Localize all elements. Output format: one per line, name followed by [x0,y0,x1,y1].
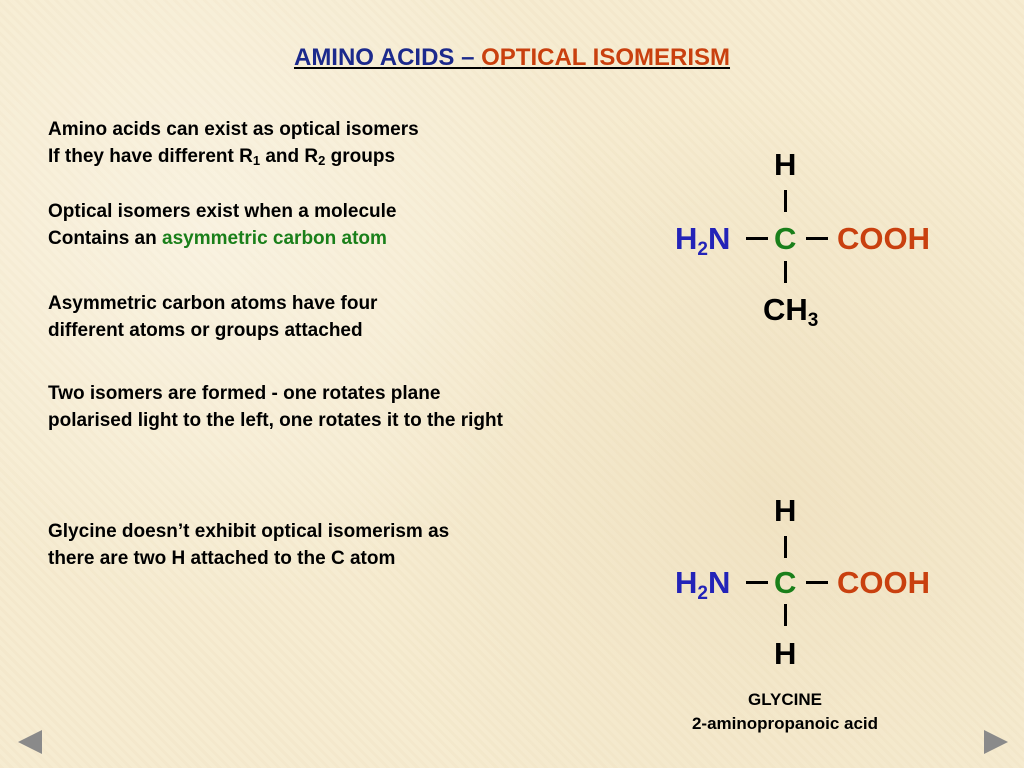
text-run: H [675,221,698,256]
text-run: Contains an [48,228,163,249]
text-run: groups [325,146,396,167]
bond-horizontal-left [746,237,768,240]
atom-hydrogen-top: H [774,493,797,528]
paragraph-line: Asymmetric carbon atoms have four [48,293,378,314]
paragraph-line: Glycine doesn’t exhibit optical isomerism as [48,521,450,542]
subscript: 2 [697,239,708,260]
bond-horizontal-right [806,237,828,240]
page-title [0,44,1024,72]
bond-vertical-top [784,190,787,212]
group-methyl [763,293,818,338]
text-run: N [707,221,731,256]
paragraph-line: there are two H attached to the C atom [48,548,396,569]
bond-vertical-bottom [784,261,787,283]
glycine-caption [640,688,930,736]
title-part-amino-acids: AMINO ACIDS – [293,44,482,71]
paragraph-line: Two isomers are formed - one rotates plane [48,383,441,404]
group-carboxyl: COOH [837,565,930,600]
paragraph-line: Amino acids can exist as optical isomers [48,119,419,140]
atom-hydrogen-bottom: H [774,636,797,671]
paragraph-two-isomers [48,380,503,434]
paragraph-line [48,143,419,174]
paragraph-line [48,225,396,252]
subscript: 1 [252,153,261,168]
paragraph-optical-isomers [48,116,419,174]
paragraph-line: Optical isomers exist when a molecule [48,201,397,222]
text-run: N [707,565,731,600]
bond-horizontal-left [746,581,768,584]
bond-horizontal-right [806,581,828,584]
triangle-left-icon[interactable] [18,730,42,754]
caption-name: GLYCINE [747,690,822,709]
paragraph-line: polarised light to the left, one rotates it to the right [48,410,503,431]
text-run: and R [260,146,319,167]
paragraph-line: different atoms or groups attached [48,320,363,341]
text-run: CH [763,292,808,327]
paragraph-asymmetric-carbon [48,198,396,252]
text-run: H [675,565,698,600]
paragraph-four-groups [48,290,377,344]
text-run: If they have different R [48,146,253,167]
highlight-asymmetric-carbon-atom: asymmetric carbon atom [162,228,387,249]
structural-formula-glycine [660,494,960,674]
bond-vertical-top [784,536,787,558]
subscript: 2 [318,153,326,168]
subscript: 2 [697,583,708,604]
title-part-optical-isomerism: OPTICAL ISOMERISM [481,44,731,71]
triangle-right-icon[interactable] [984,730,1008,754]
subscript: 3 [807,310,819,331]
atom-carbon-center: C [774,221,797,256]
atom-hydrogen-top: H [774,147,797,182]
bond-vertical-bottom [784,604,787,626]
paragraph-glycine [48,518,449,572]
group-carboxyl: COOH [837,221,930,256]
caption-iupac-name: 2-aminopropanoic acid [691,714,879,733]
structural-formula-amino-acid [660,148,960,338]
group-amino [675,566,730,611]
atom-carbon-center: C [774,565,797,600]
group-amino [675,222,730,267]
